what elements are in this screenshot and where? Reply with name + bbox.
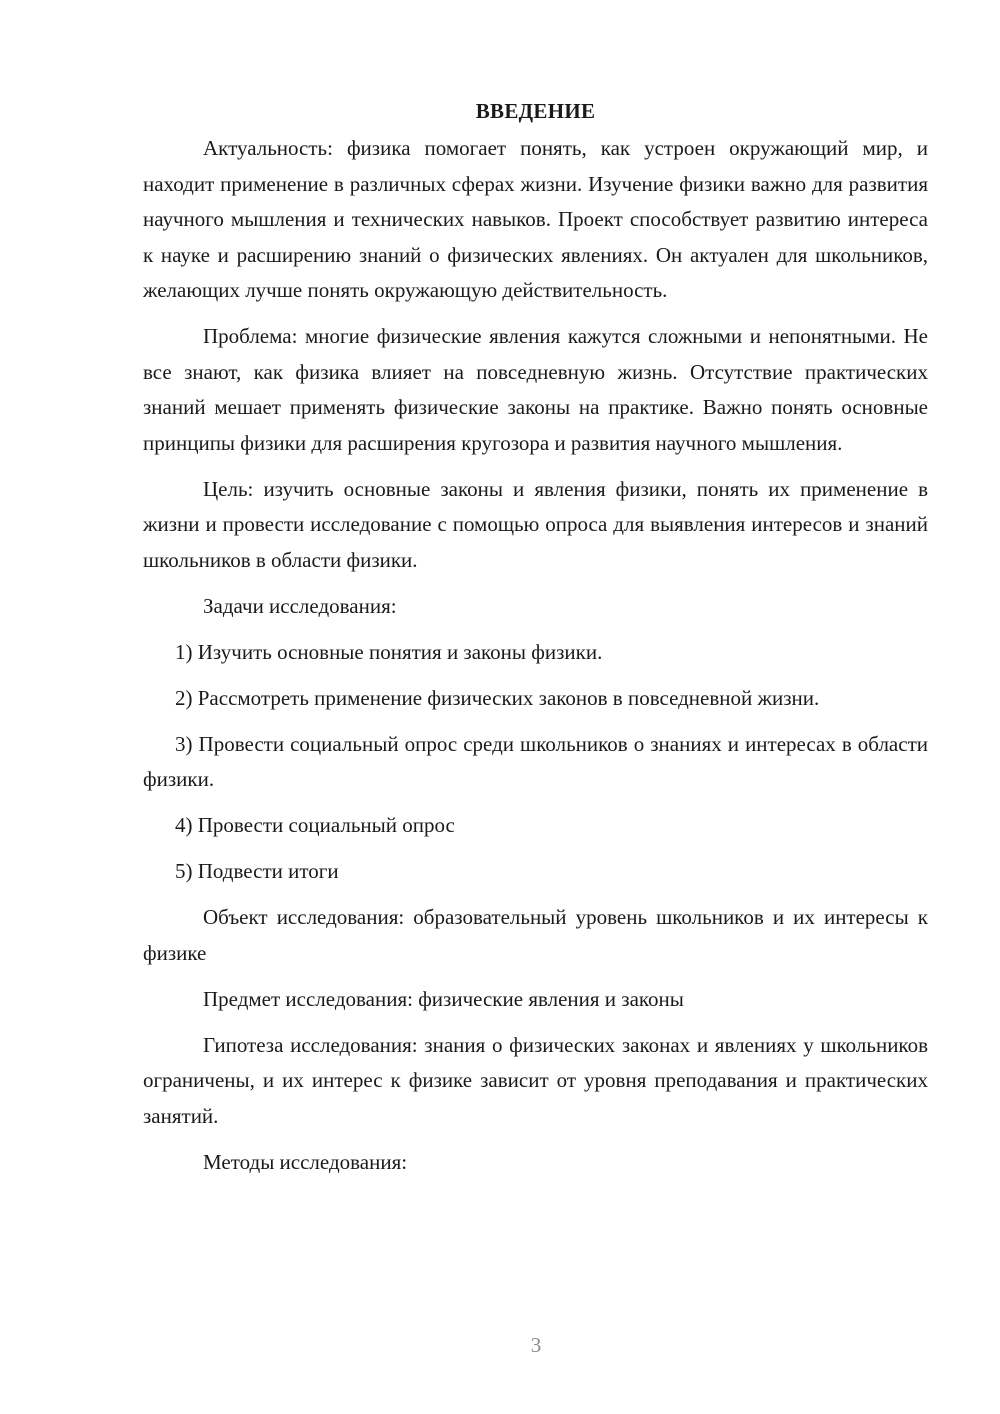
document-page (143, 94, 928, 1180)
relevance-paragraph: Актуальность: физика помогает понять, как устроен окружающий мир, и находит применение в различных сферах жизни. Изучение физики важно для развития научного мышления и технических навыков. Проект способствует развитию интереса к науке и расширению знаний о физических явлениях. Он актуален для школьников, желающих лучше понять окружающую действительность. (143, 136, 928, 302)
task-item-4: 4) Провести социальный опрос (175, 813, 455, 837)
task-item-2: 2) Рассмотреть применение физических законов в повседневной жизни. (175, 685, 820, 710)
task-item-1: 1) Изучить основные понятия и законы физики. (175, 639, 603, 664)
subject-paragraph: Предмет исследования: физические явления и законы (203, 986, 684, 1011)
tasks-heading: Задачи исследования: (203, 593, 397, 618)
hypothesis-paragraph: Гипотеза исследования: знания о физических законах и явлениях у школьников ограничены, и их интерес к физике зависит от уровня преподавания и практических занятий. (143, 1032, 928, 1128)
task-item-3: 3) Провести социальный опрос среди школьников о знаниях и интересах в области физики. (143, 731, 928, 791)
page-number: 3 (530, 1333, 542, 1357)
methods-heading: Методы исследования: (203, 1149, 408, 1174)
object-paragraph: Объект исследования: образовательный уровень школьников и их интересы к физике (143, 905, 928, 965)
task-item-5: 5) Подвести итоги (175, 859, 339, 883)
section-title: ВВЕДЕНИЕ (475, 99, 596, 123)
problem-paragraph: Проблема: многие физические явления кажутся сложными и непонятными. Не все знают, как физика влияет на повседневную жизнь. Отсутствие практических знаний мешает применять физические законы на практике. Важно понять основные принципы физики для расширения кругозора и развития научного мышления. (143, 324, 928, 455)
goal-paragraph: Цель: изучить основные законы и явления физики, понять их применение в жизни и провести исследование с помощью опроса для выявления интересов и знаний школьников в области физики. (143, 476, 928, 572)
